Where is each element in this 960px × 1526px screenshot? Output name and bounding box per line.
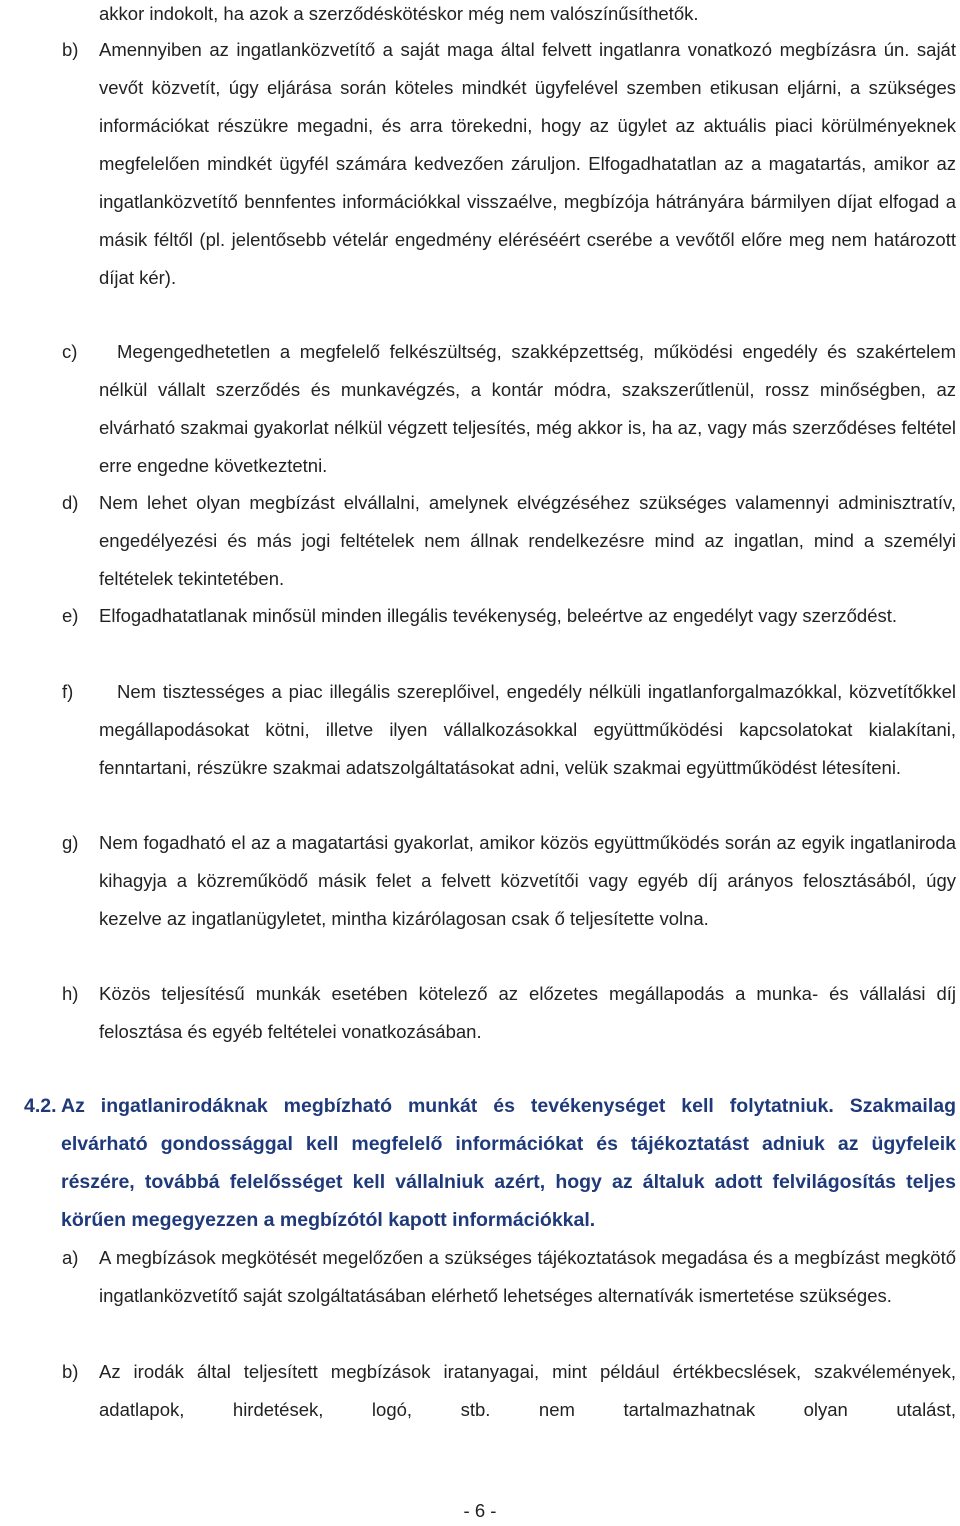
list-label: b) — [62, 39, 79, 60]
list-text: Megengedhetetlen a megfelelő felkészültség, szakképzettség, működési engedély és szakértelem nélkül vállalt szerződés és munkavégzés, a kontár módra, szakszerűtlenül, rossz minőségben, az elvárható szakmai gyakorlat nélkül végzett teljesítés, még akkor is, ha az, vagy más szerződéses feltétel erre engedne következtetni. — [99, 341, 956, 476]
list-label: f) — [62, 681, 74, 702]
section-number: 4.2. — [24, 1095, 57, 1117]
list-label: d) — [62, 492, 79, 513]
continued-paragraph: akkor indokolt, ha azok a szerződéskötéskor még nem valószínűsíthetők. — [99, 3, 699, 24]
list-item-b — [62, 31, 956, 297]
list-item-f — [62, 673, 956, 787]
list-text: A megbízások megkötését megelőzően a szükséges tájékoztatások megadása és a megbízást megkötő ingatlanközvetítő saját szolgáltatásában elérhető lehetséges alternatívák ismertetése szükséges. — [99, 1247, 956, 1306]
list-item-e — [62, 597, 956, 635]
list-item-c — [62, 333, 956, 485]
list-text: Amennyiben az ingatlanközvetítő a saját maga által felvett ingatlanra vonatkozó megbízásra ún. saját vevőt közvetít, úgy eljárása során köteles mindkét ügyfelével szemben etikusan eljárni, a szükséges információkat részükre megadni, és arra törekedni, hogy az ügylet az aktuális piaci körülményeknek megfelelően mindkét ügyfél számára kedvezően záruljon. Elfogadhatatlan az a magatartás, amikor az ingatlanközvetítő bennfentes információkkal visszaélve, megbízója hátrányára bármilyen díjat elfogad a másik féltől (pl. jelentősebb vételár engedmény eléréséért cserébe a vevőtől előre meg nem határozott díjat kér). — [99, 39, 956, 288]
section-text: Az ingatlanirodáknak megbízható munkát és tevékenységet kell folytatniuk. Szakmailag elvárható gondossággal kell megfelelő információkat és tájékoztatást adniuk az ügyfeleik részére, továbbá felelősséget kell vállalniuk azért, hogy az általuk adott felvilágosítás teljes körűen megegyezzen a megbízótól kapott információkkal. — [61, 1095, 956, 1231]
list-item-d — [62, 484, 956, 598]
list-text: Az irodák által teljesített megbízások iratanyagai, mint például értékbecslések, szakvélemények, adatlapok, hirdetések, logó, stb. nem tartalmazhatnak olyan utalást, — [99, 1361, 956, 1420]
page-number: - 6 - — [463, 1500, 497, 1521]
section-item-b — [62, 1353, 956, 1429]
list-label: e) — [62, 605, 79, 626]
list-text: Nem fogadható el az a magatartási gyakorlat, amikor közös együttműködés során az egyik ingatlaniroda kihagyja a közreműködő másik felet a felvett közvetítői vagy egyéb díj arányos felosztásából, úgy kezelve az ingatlanügyletet, mintha kizárólagosan csak ő teljesítette volna. — [99, 832, 956, 929]
list-item-h — [62, 975, 956, 1051]
list-text: Nem lehet olyan megbízást elvállalni, amelynek elvégzéséhez szükséges valamennyi adminisztratív, engedélyezési és más jogi feltételek nem állnak rendelkezésre mind az ingatlan, mind a személyi feltételek tekintetében. — [99, 492, 956, 589]
list-text: Közös teljesítésű munkák esetében kötelező az előzetes megállapodás a munka- és vállalási díj felosztása és egyéb feltételei vonatkozásában. — [99, 983, 956, 1042]
list-label: a) — [62, 1247, 79, 1268]
list-item-g — [62, 824, 956, 938]
list-label: g) — [62, 832, 79, 853]
section-item-a — [62, 1239, 956, 1315]
list-text: Nem tisztességes a piac illegális szereplőivel, engedély nélküli ingatlanforgalmazókkal, közvetítőkkel megállapodásokat kötni, illetve ilyen vállalkozásokkal együttműködési kapcsolatokat kialakítani, fenntartani, részükre szakmai adatszolgáltatásokat adni, velük szakmai együttműködést létesíteni. — [99, 681, 956, 778]
list-label: b) — [62, 1361, 79, 1382]
section-heading-4-2 — [24, 1087, 956, 1239]
list-label: h) — [62, 983, 79, 1004]
list-label: c) — [62, 341, 78, 362]
list-text: Elfogadhatatlanak minősül minden illegális tevékenység, beleértve az engedélyt vagy szerződést. — [99, 605, 898, 626]
